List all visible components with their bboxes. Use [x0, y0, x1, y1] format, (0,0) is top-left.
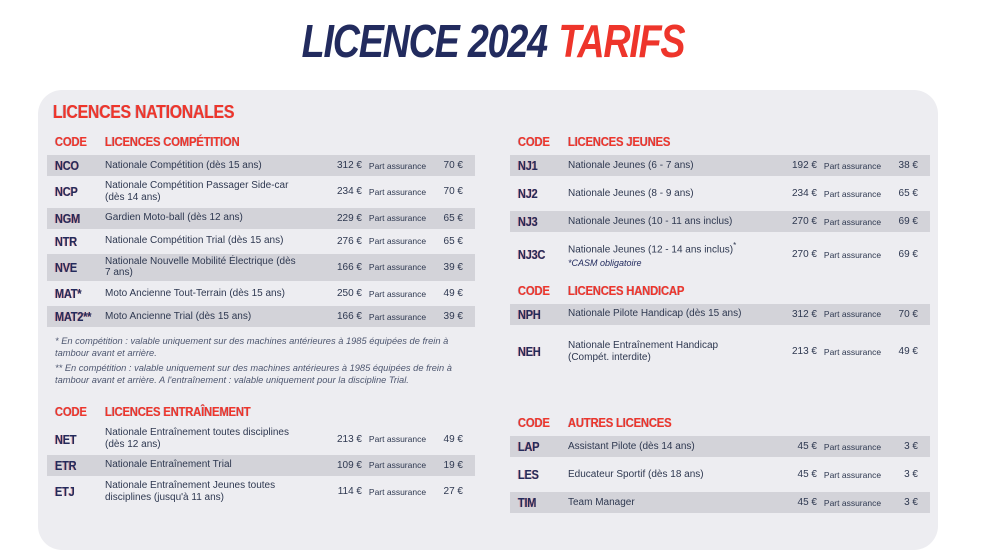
table-row: [47, 425, 475, 453]
part-assurance-label: Part assurance: [823, 497, 882, 508]
row-code: ETJ: [55, 484, 75, 500]
part-assurance-value: 49 €: [443, 288, 463, 300]
row-code: NJ1: [518, 158, 538, 173]
part-assurance-value: 39 €: [443, 311, 463, 323]
part-assurance-label: Part assurance: [368, 434, 427, 445]
row-code: TIM: [518, 495, 537, 511]
title-tarifs: TARIFS: [558, 15, 685, 67]
table-row: [47, 283, 475, 304]
part-assurance-label: Part assurance: [823, 216, 882, 227]
row-code: NCP: [55, 184, 78, 200]
row-description-text: Nationale Pilote Handicap (dès 15 ans): [568, 308, 742, 320]
row-description-text: Nationale Jeunes (12 - 14 ans inclus): [568, 244, 734, 256]
row-description-text: Nationale Entraînement Trial: [105, 459, 232, 471]
section-title: LICENCES JEUNES: [568, 135, 671, 149]
row-description: [105, 427, 307, 451]
row-description: [568, 308, 762, 320]
left-column: [47, 130, 475, 520]
part-assurance-label: Part assurance: [368, 236, 427, 247]
row-description-text: Nationale Nouvelle Mobilité Électrique (dès 7 ans): [105, 255, 296, 279]
right-column: [510, 130, 930, 520]
table-row: [510, 464, 930, 485]
row-price: 270 €: [791, 216, 817, 227]
row-price: 234 €: [336, 186, 362, 198]
row-code: NET: [55, 431, 77, 447]
row-code: NCO: [55, 158, 79, 173]
section-header: [47, 130, 475, 155]
part-assurance-label: Part assurance: [823, 469, 882, 480]
table-row: [510, 436, 930, 457]
part-assurance-label: Part assurance: [368, 262, 427, 273]
row-description: [568, 160, 762, 172]
row-description-sup: *: [733, 241, 737, 250]
part-assurance-label: Part assurance: [823, 249, 882, 260]
page-title: [89, 14, 898, 68]
row-price: 114 €: [337, 486, 362, 498]
table-row: [47, 478, 475, 506]
section-header: [47, 400, 475, 425]
section-body: [510, 436, 930, 513]
table-row: [47, 455, 475, 476]
row-description: [105, 256, 307, 280]
row-code: NGM: [55, 210, 81, 226]
row-price: 192 €: [791, 160, 817, 171]
code-column-header: CODE: [55, 405, 87, 420]
row-price: 270 €: [791, 249, 817, 261]
licences-nationales-panel: [38, 90, 938, 550]
part-assurance-label: Part assurance: [368, 288, 427, 299]
row-price: 276 €: [336, 235, 362, 247]
part-assurance-label: Part assurance: [823, 309, 882, 320]
row-code: MAT2**: [55, 309, 92, 325]
row-description-text: Gardien Moto-ball (dès 12 ans): [105, 212, 243, 224]
section-body: [47, 425, 475, 505]
row-code: ETR: [55, 457, 77, 473]
part-assurance-value: 70 €: [898, 308, 918, 320]
table-row: [47, 231, 475, 252]
part-assurance-value: 3 €: [904, 441, 918, 453]
part-assurance-label: Part assurance: [823, 441, 882, 452]
row-description: [568, 340, 762, 364]
table-row: [47, 306, 475, 327]
row-description: [105, 459, 307, 471]
row-price: 250 €: [336, 288, 362, 300]
row-description-text: Nationale Jeunes (8 - 9 ans): [568, 187, 694, 199]
part-assurance-label: Part assurance: [368, 311, 427, 322]
row-description-text: Nationale Entraînement Jeunes toutes disciplines (jusqu'à 11 ans): [105, 479, 276, 503]
row-description: [105, 288, 307, 300]
row-price: 229 €: [336, 212, 362, 224]
row-description-text: Nationale Compétition Trial (dès 15 ans): [105, 235, 284, 247]
row-note: *CASM obligatoire: [568, 258, 642, 269]
part-assurance-value: 39 €: [443, 261, 463, 273]
row-description-text: Nationale Jeunes (10 - 11 ans inclus): [568, 215, 733, 227]
part-assurance-value: 70 €: [443, 160, 463, 171]
row-price: 45 €: [797, 441, 817, 453]
row-code: NJ3: [518, 214, 538, 229]
table-row: [510, 304, 930, 325]
panel-heading: LICENCES NATIONALES: [53, 102, 235, 122]
row-code: NJ2: [518, 186, 538, 201]
section-handicap: [510, 279, 930, 366]
footnote-double-asterisk: ** En compétition : valable uniquement sur des machines antérieures à 1985 équipées de frein à tambour avant et arrière. A l'entraînement : valable uniquement pour la discipline Trial.: [55, 362, 452, 385]
section-body: [47, 155, 475, 327]
part-assurance-label: Part assurance: [823, 346, 882, 357]
row-description: [568, 216, 762, 228]
row-description-text: Educateur Sportif (dès 18 ans): [568, 468, 704, 480]
row-description-text: Nationale Entraînement Handicap (Compét. interdite): [568, 339, 719, 363]
row-description: [568, 469, 762, 481]
part-assurance-label: Part assurance: [368, 160, 427, 171]
section-autres: [510, 411, 930, 513]
part-assurance-value: 70 €: [443, 186, 463, 198]
row-code: MAT*: [55, 286, 82, 302]
title-licence-2024: LICENCE 2024: [301, 15, 547, 67]
footnotes: [55, 335, 475, 386]
table-row: [510, 338, 930, 366]
code-column-header: CODE: [518, 283, 550, 298]
part-assurance-label: Part assurance: [368, 460, 427, 471]
section-competition: [47, 130, 475, 327]
row-price: 45 €: [797, 469, 817, 481]
part-assurance-value: 27 €: [443, 486, 463, 498]
table-row: [47, 155, 475, 176]
part-assurance-value: 69 €: [898, 249, 918, 261]
row-price: 166 €: [336, 261, 362, 273]
part-assurance-value: 3 €: [904, 497, 918, 509]
row-description: [105, 311, 307, 323]
part-assurance-value: 69 €: [898, 216, 918, 227]
part-assurance-value: 19 €: [443, 459, 463, 471]
section-entrainement: [47, 400, 475, 505]
part-assurance-value: 65 €: [898, 188, 918, 199]
row-description: [568, 441, 762, 453]
row-price: 234 €: [791, 188, 817, 199]
row-code: LES: [518, 467, 539, 483]
part-assurance-value: 38 €: [898, 160, 918, 171]
row-description: [568, 188, 762, 200]
section-title: LICENCES ENTRAÎNEMENT: [105, 405, 251, 420]
left-top-slot: [47, 130, 475, 327]
code-column-header: CODE: [518, 416, 550, 431]
table-row: [47, 254, 475, 282]
part-assurance-label: Part assurance: [368, 186, 427, 197]
part-assurance-label: Part assurance: [368, 486, 427, 497]
right-slot: [510, 130, 930, 513]
row-code: NPH: [518, 306, 541, 322]
row-price: 312 €: [336, 160, 362, 171]
row-price: 45 €: [797, 497, 817, 509]
section-header: [510, 130, 930, 155]
part-assurance-value: 65 €: [443, 235, 463, 247]
row-description-text: Nationale Entraînement toutes disciplines (dès 12 ans): [105, 427, 289, 451]
row-description: [105, 160, 307, 172]
row-price: 166 €: [336, 311, 362, 323]
row-description-text: Assistant Pilote (dès 14 ans): [568, 440, 695, 452]
row-description-text: Team Manager: [568, 496, 635, 508]
part-assurance-value: 65 €: [443, 212, 463, 224]
code-column-header: CODE: [55, 135, 87, 149]
row-description-text: Nationale Jeunes (6 - 7 ans): [568, 159, 694, 171]
table-row: [510, 155, 930, 176]
row-price: 312 €: [791, 308, 817, 320]
row-code: NVE: [55, 259, 77, 275]
columns: [38, 123, 938, 520]
section-title: LICENCES COMPÉTITION: [105, 135, 240, 149]
row-description-text: Nationale Compétition (dès 15 ans): [105, 159, 262, 171]
row-description: [568, 241, 762, 269]
row-description: [105, 235, 307, 247]
table-row: [510, 183, 930, 204]
part-assurance-label: Part assurance: [823, 160, 882, 171]
part-assurance-label: Part assurance: [823, 188, 882, 199]
left-bottom-slot: [47, 400, 475, 505]
section-header: [510, 279, 930, 304]
table-row: [510, 239, 930, 271]
footnote-single-asterisk: * En compétition : valable uniquement sur des machines antérieures à 1985 équipées de frein à tambour avant et arrière.: [55, 336, 449, 359]
row-description: [568, 497, 762, 509]
row-price: 213 €: [336, 433, 362, 445]
part-assurance-value: 49 €: [443, 433, 463, 445]
row-description: [105, 212, 307, 224]
section-jeunes: [510, 130, 930, 271]
row-code: NEH: [518, 344, 541, 360]
part-assurance-label: Part assurance: [368, 213, 427, 224]
row-price: 213 €: [791, 346, 817, 358]
row-price: 109 €: [336, 459, 362, 471]
row-code: NTR: [55, 233, 77, 249]
section-body: [510, 304, 930, 366]
row-code: LAP: [518, 439, 540, 455]
table-row: [510, 492, 930, 513]
row-description: [105, 480, 307, 504]
table-row: [47, 178, 475, 206]
code-column-header: CODE: [518, 135, 550, 149]
table-row: [510, 211, 930, 232]
section-body: [510, 155, 930, 271]
row-description-text: Moto Ancienne Trial (dès 15 ans): [105, 310, 252, 322]
section-header: [510, 411, 930, 436]
table-row: [47, 208, 475, 229]
row-code: NJ3C: [518, 247, 546, 263]
row-description-text: Moto Ancienne Tout-Terrain (dès 15 ans): [105, 287, 285, 299]
part-assurance-value: 3 €: [904, 469, 918, 481]
part-assurance-value: 49 €: [898, 346, 918, 358]
section-title: LICENCES HANDICAP: [568, 283, 685, 298]
row-description: [105, 180, 307, 204]
masthead: [0, 0, 986, 68]
section-title: AUTRES LICENCES: [568, 416, 672, 431]
row-description-text: Nationale Compétition Passager Side-car (dès 14 ans): [105, 180, 289, 203]
